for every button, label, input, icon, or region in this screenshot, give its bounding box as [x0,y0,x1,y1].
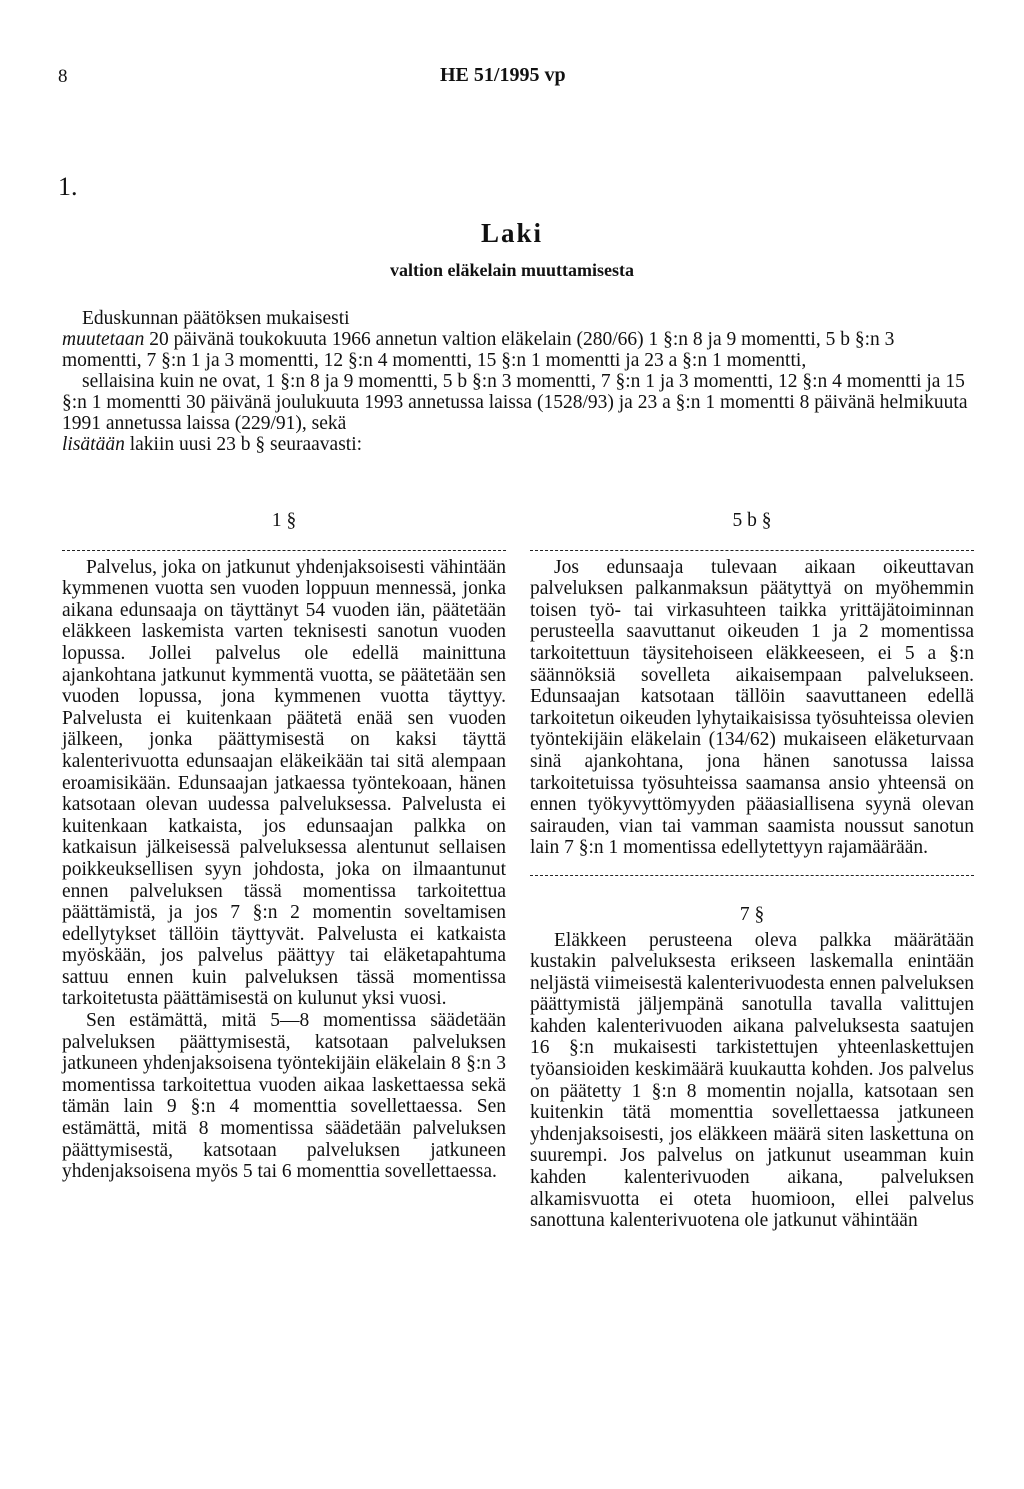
section-heading-5b: 5 b § [732,510,772,531]
section-heading-1: 1 § [271,510,297,531]
right-column [530,510,974,1232]
preamble-amendment-continued: sellaisina kuin ne ovat, 1 §:n 8 ja 9 momentti, 5 b §:n 3 momentti, 7 §:n 1 ja 3 momentti, 12 §:n 4 momentti ja 15 §:n 1 momentti 30 päivänä joulukuuta 1993 annetussa laissa (1528/93) ja 23 a §:n 1 momentti 8 päivänä helmikuuta 1991 annetussa laissa (229/91), sekä [62,371,968,434]
running-header: HE 51/1995 vp [440,64,566,86]
add-text: lakiin uusi 23 b § seuraavasti: [124,434,363,455]
omission-dashes [62,536,506,551]
section-1-paragraph-2: Sen estämättä, mitä 5—8 momentissa säädetään palveluksen päättymisestä, katsotaan palveluksen jatkuneen yhdenjaksoisena työntekijäin eläkelain 8 §:n 3 momentissa tarkoitettua vuoden aikaa laskettaessa sekä tämän lain 9 §:n 4 momenttia sovellettaessa. Sen estämättä, mitä 8 momentissa säädetään palveluksen päättymisestä, katsotaan palveluksen jatkuneen yhdenjaksoisena myös 5 tai 6 momenttia sovellettaessa. [62,1010,506,1183]
preamble-addition [62,434,972,455]
section-heading-7: 7 § [739,903,765,925]
section-number: 1. [58,172,78,201]
left-column [62,510,506,1183]
preamble-amendment [62,329,972,371]
law-subtitle: valtion eläkelain muuttamisesta [389,260,634,280]
preamble-intro: Eduskunnan päätöksen mukaisesti [82,308,350,329]
section-7-paragraph: Eläkkeen perusteena oleva palkka määrätään kustakin palveluksesta erikseen laskemalla enintään neljästä viimeisestä kalenterivuodesta ennen palveluksen päättymistä jäljempänä sanotulla tavalla valittujen kahden kalenterivuoden aikana palveluksesta saatujen 16 §:n mukaisesti tarkistettujen yhteenlaskettujen työansioiden keskimäärä kuukautta kohden. Jos palvelus on päätetty 1 §:n 8 momentin nojalla, katsotaan sen kuitenkin tätä momenttia sovellettaessa jatkuneen yhdenjaksoisesti, jos eläkkeen määrä siten laskettuna on suurempi. Jos palvelus on jatkunut useamman kuin kahden kalenterivuoden aikana, palveluksen alkamisvuotta ei oteta huomioon, ellei palvelus sanottuna kalenterivuotena ole jatkunut vähintään [530,929,975,1232]
omission-dashes [530,536,974,551]
law-title: Laki [480,218,544,248]
omission-dashes [530,861,974,876]
amend-keyword: muutetaan [62,329,145,350]
section-1-paragraph: Palvelus, joka on jatkunut yhdenjaksoisesti vähintään kymmenen vuotta sen vuoden loppuun mennessä, jonka aikana edunsaaja on täyttänyt 54 vuoden iän, päätetään eläkkeen laskemista varten teknisesti sanotun vuoden lopussa. Jollei palvelus ole edellä mainittuna ajankohtana jatkunut kymmentä vuotta, se päätetään sen vuoden lopussa, jona kymmenen vuotta täyttyy. Palvelusta ei kuitenkaan päätetä enää sen vuoden jälkeen, jonka päättymisestä on kaksi täyttä kalenterivuotta edunsaajan eläkeikään tai sitä alempaan eroamisikään. Edunsaajan jatkaessa työntekoaan, hänen katsotaan olevan uudessa palveluksessa. Palvelusta ei kuitenkaan katkaista, jos edunsaajan palkka on katkaisun jälkeisessä palveluksessa alentunut sellaisen poikkeuksellisen syyn johdosta, joka on ilmaantunut ennen palveluksen tässä momentissa tarkoitettua päättämistä, ja jos 7 §:n 2 momentin soveltamisen edellytykset tällöin täyttyvät. Palvelusta ei katkaista myöskään, jos palvelus päättyy tai eläketapahtuma sattuu ennen kuin palveluksen tässä momentissa tarkoitetusta päättämisestä on kulunut yksi vuosi. [62,556,506,1010]
section-5b-paragraph: Jos edunsaaja tulevaan aikaan oikeuttavan palveluksen palkanmaksun päätyttyä on myöhemmin toisen työ- tai virkasuhteen taikka yrittäjätoiminnan perusteella saavuttanut oikeuden 1 ja 2 momentissa tarkoitettuun täysitehoiseen eläkkeeseen, ei 5 a §:n säännöksiä sovelleta aikaisempaan palvelukseen. Edunsaajan katsotaan tällöin saavuttaneen edellä tarkoitetun oikeuden lyhytaikaisissa työsuhteissa olevien työntekijäin eläkelain (134/62) mukaiseen eläketurvaan sinä ajankohtana, jona hänen sanotussa laissa tarkoitetuissa työsuhteissa saamansa ansio yhteensä on ennen työkyvyttömyyden pääasiallisena syynä olevan sairauden, vian tai vamman saamista noussut sanotun lain 7 §:n 1 momentissa edellytettyyn rajamäärään. [530,556,974,859]
add-keyword: lisätään [62,434,125,455]
preamble [62,308,972,455]
amend-text: 20 päivänä toukokuuta 1966 annetun valtion eläkelain (280/66) 1 §:n 8 ja 9 momentti, 5 b §:n 3 momentti, 7 §:n 1 ja 3 momentti, 12 §:n 4 momentti, 15 §:n 1 momentti ja 23 a §:n 1 momentti, [62,329,895,371]
page-number: 8 [58,66,68,87]
